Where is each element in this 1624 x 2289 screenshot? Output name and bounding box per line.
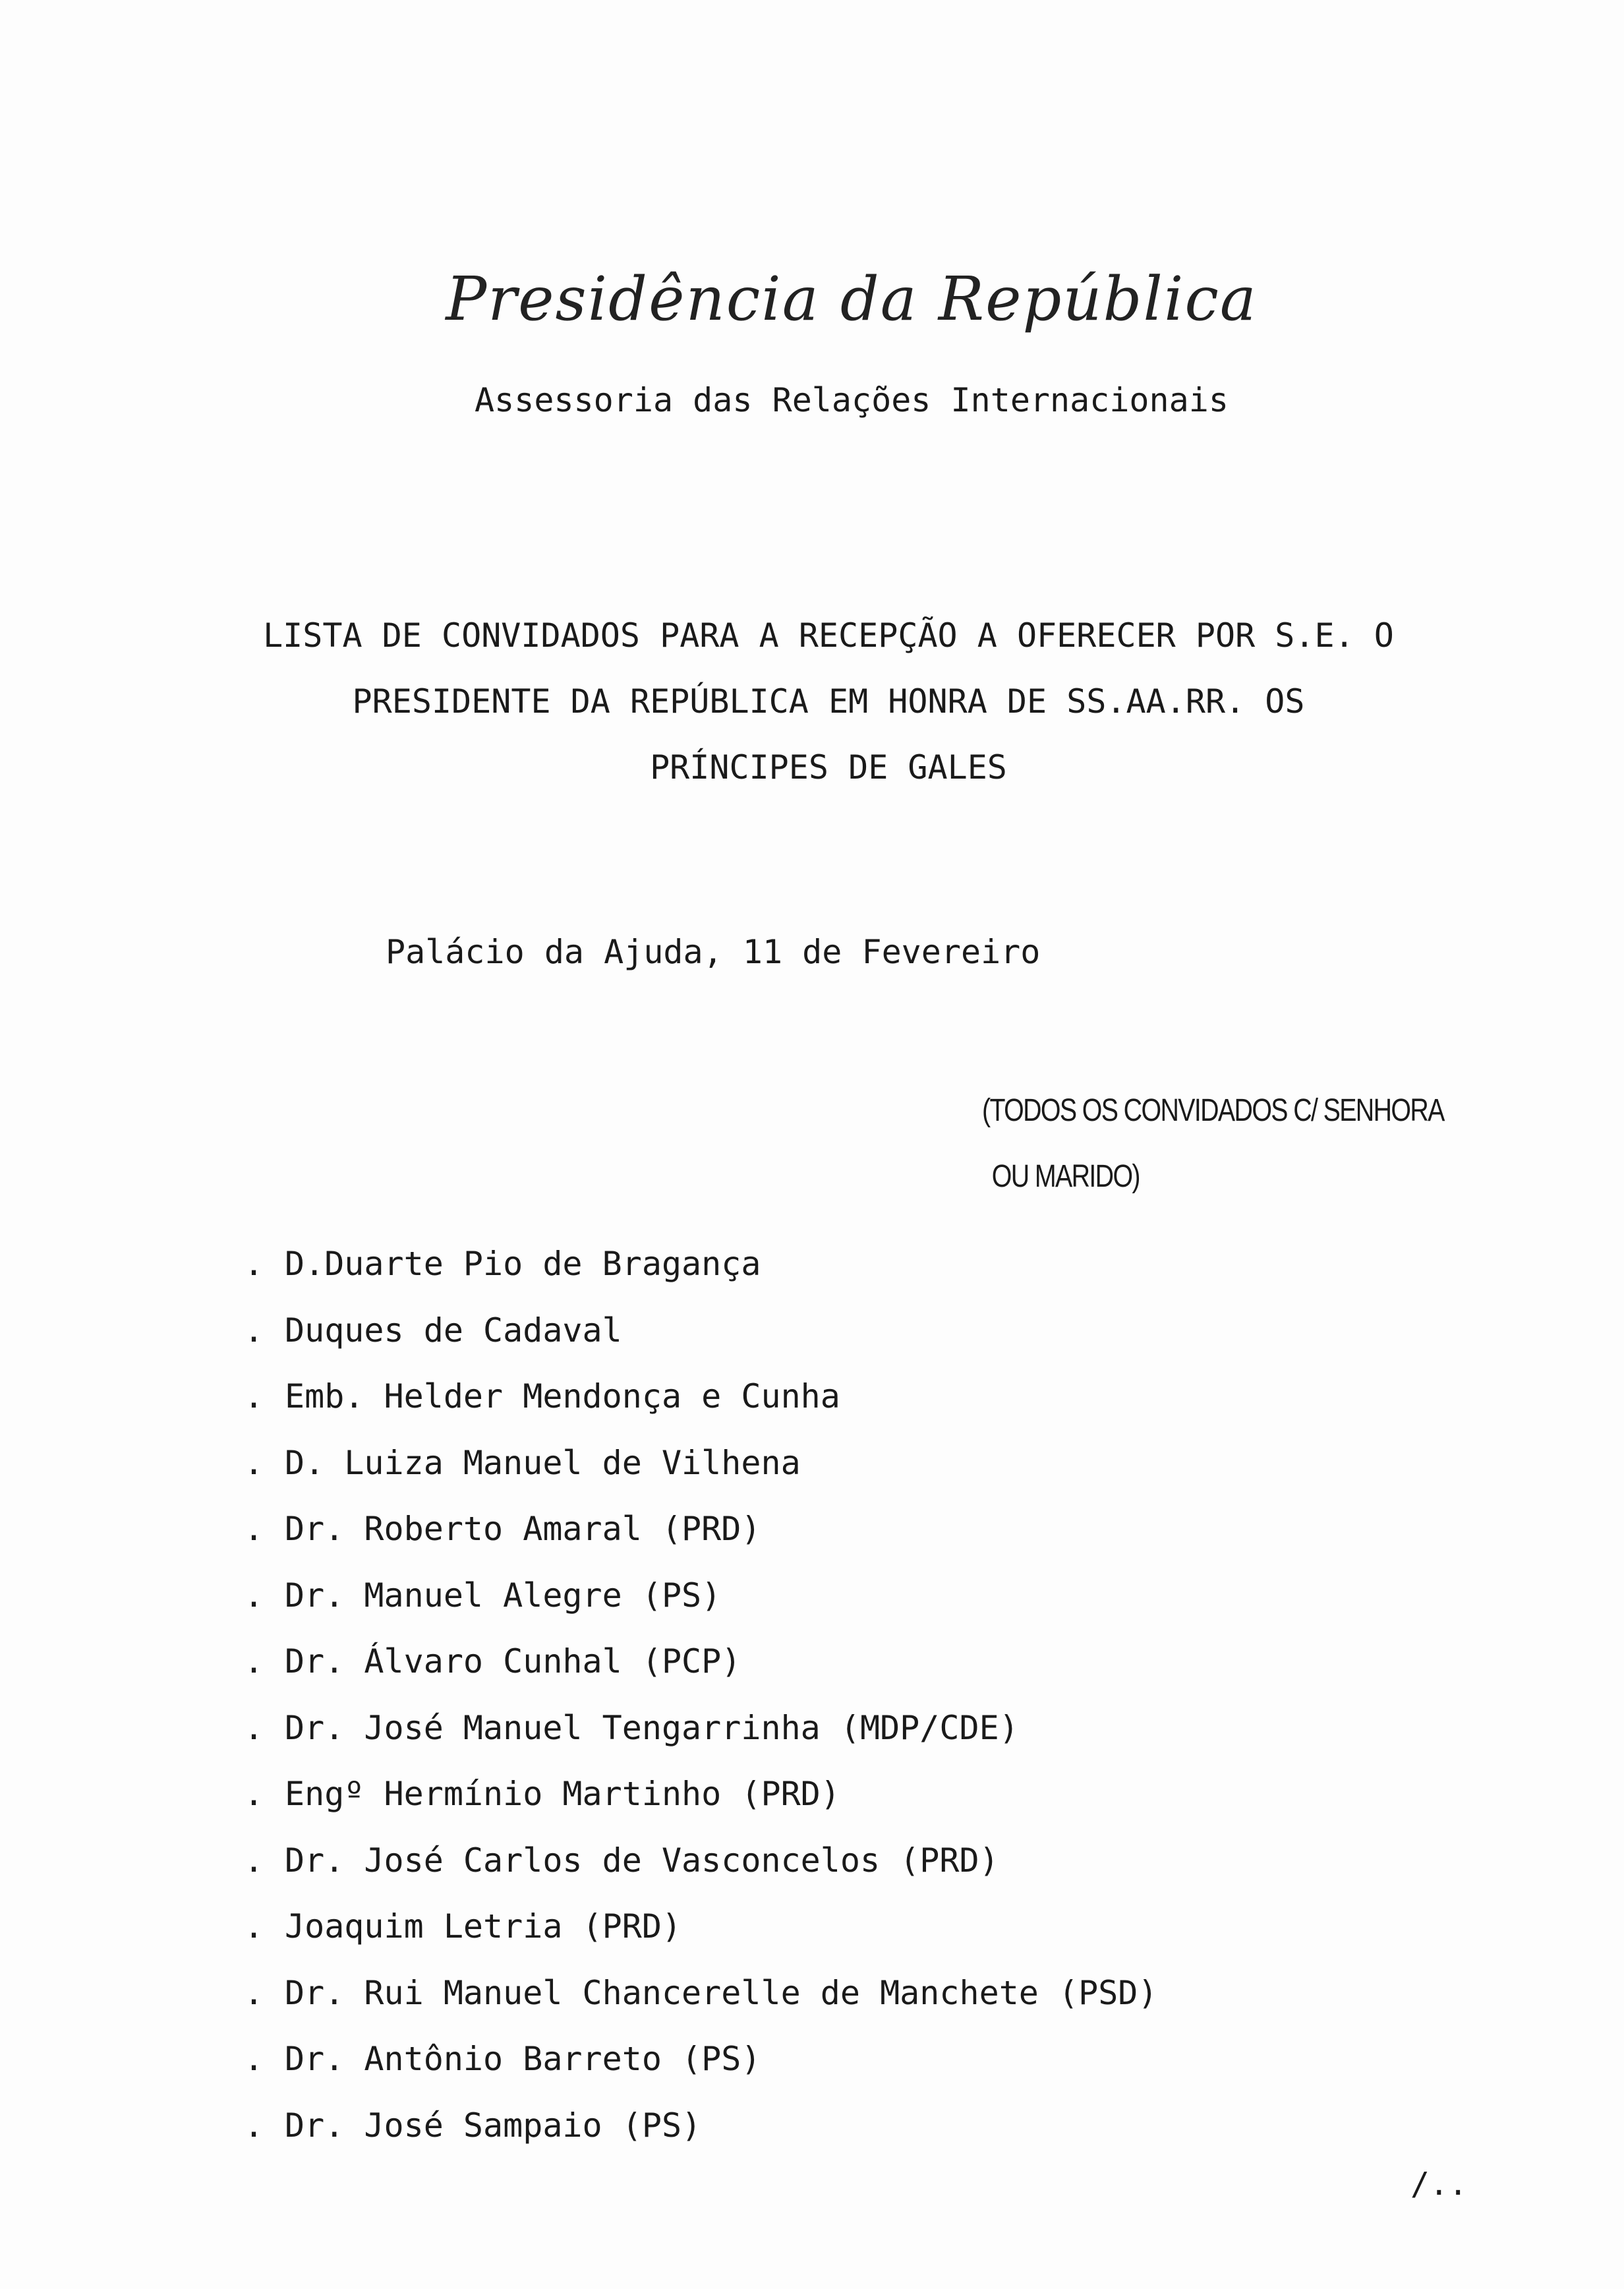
continuation-mark: /.. <box>1410 2166 1468 2203</box>
guest-name: Engº Hermínio Martinho (PRD) <box>285 1775 840 1813</box>
list-item <box>244 1504 1158 1571</box>
guest-name: Dr. Rui Manuel Chancerelle de Manchete (PSD) <box>285 1973 1158 2012</box>
list-item <box>244 1239 1158 1306</box>
guest-name: Dr. Álvaro Cunhal (PCP) <box>285 1642 741 1680</box>
list-item <box>244 1704 1158 1770</box>
list-item <box>244 1836 1158 1903</box>
list-item <box>244 1372 1158 1439</box>
list-item <box>244 2035 1158 2101</box>
list-item <box>244 1769 1158 1836</box>
list-item <box>244 1306 1158 1373</box>
document-title-line-1: LISTA DE CONVIDADOS PARA A RECEPÇÃO A OFERECER POR S.E. O <box>263 616 1394 655</box>
list-item <box>244 1969 1158 2035</box>
list-bullet: . <box>244 1377 264 1415</box>
list-bullet: . <box>244 1642 264 1680</box>
list-item <box>244 2101 1158 2168</box>
guest-name: D. Luiza Manuel de Vilhena <box>285 1443 801 1482</box>
list-item <box>244 1571 1158 1638</box>
guest-name: Dr. José Carlos de Vasconcelos (PRD) <box>285 1841 999 1880</box>
list-bullet: . <box>244 2040 264 2078</box>
guests-note-line-1: (TODOS OS CONVIDADOS C/ SENHORA <box>982 1093 1444 1128</box>
guest-name: D.Duarte Pio de Bragança <box>285 1245 761 1283</box>
document-title-line-2: PRESIDENTE DA REPÚBLICA EM HONRA DE SS.AA.RR. OS <box>352 682 1305 721</box>
list-item <box>244 1637 1158 1704</box>
list-bullet: . <box>244 1973 264 2012</box>
letterhead-institution: Presidência da República <box>446 264 1258 334</box>
list-bullet: . <box>244 1708 264 1747</box>
guest-name: Dr. Manuel Alegre (PS) <box>285 1576 722 1615</box>
guest-name: Dr. Antônio Barreto (PS) <box>285 2040 761 2078</box>
guest-name: Dr. José Sampaio (PS) <box>285 2106 702 2145</box>
guests-note <box>982 1078 1444 1210</box>
letterhead-department: Assessoria das Relações Internacionais <box>475 381 1229 419</box>
document-title-line-3: PRÍNCIPES DE GALES <box>650 748 1007 787</box>
list-bullet: . <box>244 1245 264 1283</box>
list-bullet: . <box>244 1907 264 1946</box>
list-bullet: . <box>244 1576 264 1615</box>
place-and-date: Palácio da Ajuda, 11 de Fevereiro <box>386 933 1041 971</box>
list-bullet: . <box>244 1311 264 1350</box>
list-bullet: . <box>244 1775 264 1813</box>
guest-name: Emb. Helder Mendonça e Cunha <box>285 1377 840 1415</box>
list-bullet: . <box>244 1841 264 1880</box>
guest-name: Dr. José Manuel Tengarrinha (MDP/CDE) <box>285 1708 1019 1747</box>
list-bullet: . <box>244 2106 264 2145</box>
list-item <box>244 1439 1158 1505</box>
list-item <box>244 1902 1158 1969</box>
guest-name: Dr. Roberto Amaral (PRD) <box>285 1510 761 1548</box>
list-bullet: . <box>244 1443 264 1482</box>
guest-name: Duques de Cadaval <box>285 1311 622 1350</box>
guests-note-line-2: OU MARIDO) <box>991 1159 1140 1194</box>
guest-name: Joaquim Letria (PRD) <box>285 1907 682 1946</box>
list-bullet: . <box>244 1510 264 1548</box>
guest-list <box>244 1239 1158 2167</box>
